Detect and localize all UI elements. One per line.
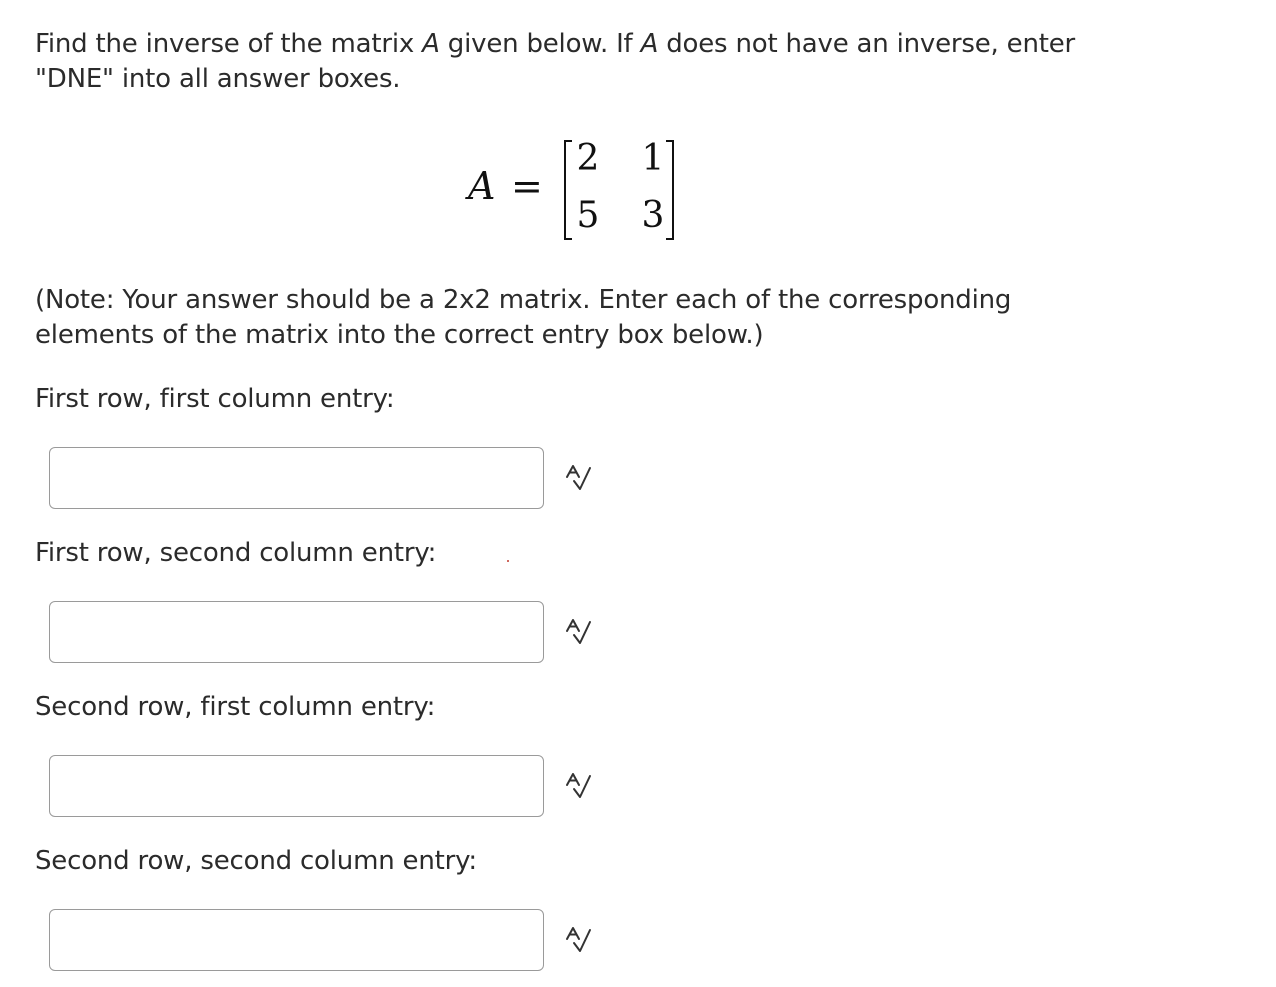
- entry-label-r1c1: First row, first column entry:: [35, 384, 395, 414]
- matrix-name: A: [468, 164, 496, 208]
- equation-preview-icon[interactable]: [563, 462, 595, 494]
- matrix-cell-r1c1: 2: [576, 138, 600, 179]
- equation-preview-icon[interactable]: [563, 770, 595, 802]
- question-part-1: Find the inverse of the matrix: [35, 29, 423, 59]
- entry-label-r2c1: Second row, first column entry:: [35, 692, 436, 722]
- equals-sign: =: [511, 164, 543, 208]
- matrix-cell-r1c2: 1: [641, 138, 665, 179]
- answer-input-r2c1[interactable]: [49, 755, 544, 817]
- right-bracket: [666, 140, 674, 240]
- matrix-variable: A: [640, 29, 659, 59]
- note-text: (Note: Your answer should be a 2x2 matrix. Enter each of the corresponding elements of the matrix into the correct entry box below.): [35, 285, 1012, 350]
- question-text: [35, 27, 1135, 97]
- matrix-cell-r2c2: 3: [641, 195, 665, 236]
- artifact-dot: [507, 560, 509, 562]
- question-part-2: given below. If: [439, 29, 641, 59]
- matrix-cell-r2c1: 5: [576, 195, 600, 236]
- entry-label-r2c2: Second row, second column entry:: [35, 846, 477, 876]
- answer-input-r2c2[interactable]: [49, 909, 544, 971]
- answer-input-r1c2[interactable]: [49, 601, 544, 663]
- answer-input-r1c1[interactable]: [49, 447, 544, 509]
- entry-label-r1c2: First row, second column entry:: [35, 538, 437, 568]
- equation-preview-icon[interactable]: [563, 616, 595, 648]
- matrix-variable: A: [422, 29, 440, 59]
- equation-preview-icon[interactable]: [563, 924, 595, 956]
- question-part-3: does not have an inverse, enter "DNE" into all answer boxes.: [35, 29, 1076, 94]
- left-bracket: [564, 140, 572, 240]
- matrix-display: [466, 138, 706, 244]
